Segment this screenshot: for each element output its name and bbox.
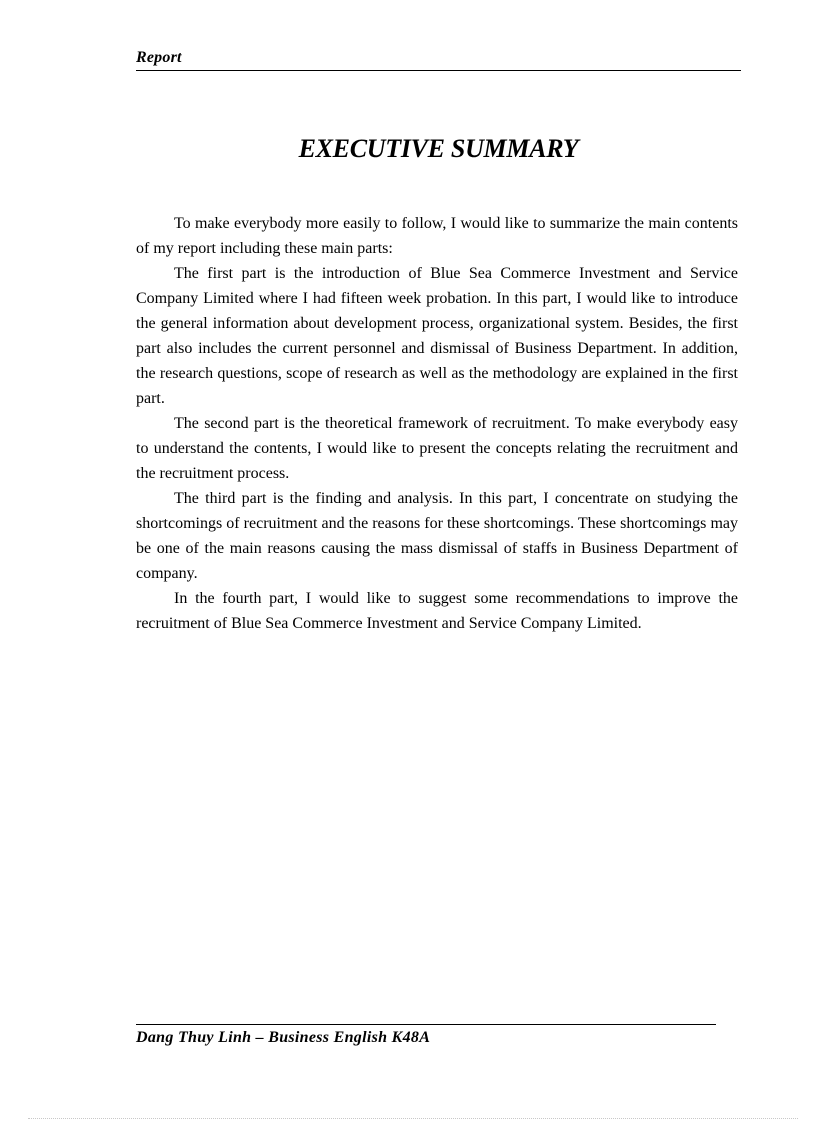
paragraph-fourth-part: In the fourth part, I would like to suggest some recommendations to improve the recruitment of Blue Sea Commerce Investment and Service Company Limited. bbox=[136, 590, 738, 632]
paragraph-first-part: The first part is the introduction of Blue Sea Commerce Investment and Service Company Limited where I had fifteen week probation. In this part, I would like to introduce the general information about development process, organizational system. Besides, the first part also includes the current personnel and dismissal of Business Department. In addition, the research questions, scope of research as well as the methodology are explained in the first part. bbox=[136, 265, 738, 407]
paragraph-intro: To make everybody more easily to follow, I would like to summarize the main contents of my report including these main parts: bbox=[136, 215, 738, 257]
footer-divider bbox=[136, 1024, 716, 1025]
paragraph-third-part: The third part is the finding and analysis. In this part, I concentrate on studying the shortcomings of recruitment and the reasons for these shortcomings. These shortcomings may be one of the main reasons causing the mass dismissal of staffs in Business Department of company. bbox=[136, 490, 738, 582]
page-title: EXECUTIVE SUMMARY bbox=[298, 134, 579, 163]
page-header bbox=[136, 47, 741, 71]
paragraph-second-part: The second part is the theoretical framework of recruitment. To make everybody easy to understand the contents, I would like to present the concepts relating the recruitment and the recruitment process. bbox=[136, 415, 738, 482]
summary-body bbox=[136, 211, 738, 636]
page-bottom-border bbox=[28, 1118, 798, 1119]
header-label: Report bbox=[136, 49, 182, 66]
footer-author: Dang Thuy Linh – Business English K48A bbox=[136, 1029, 431, 1046]
